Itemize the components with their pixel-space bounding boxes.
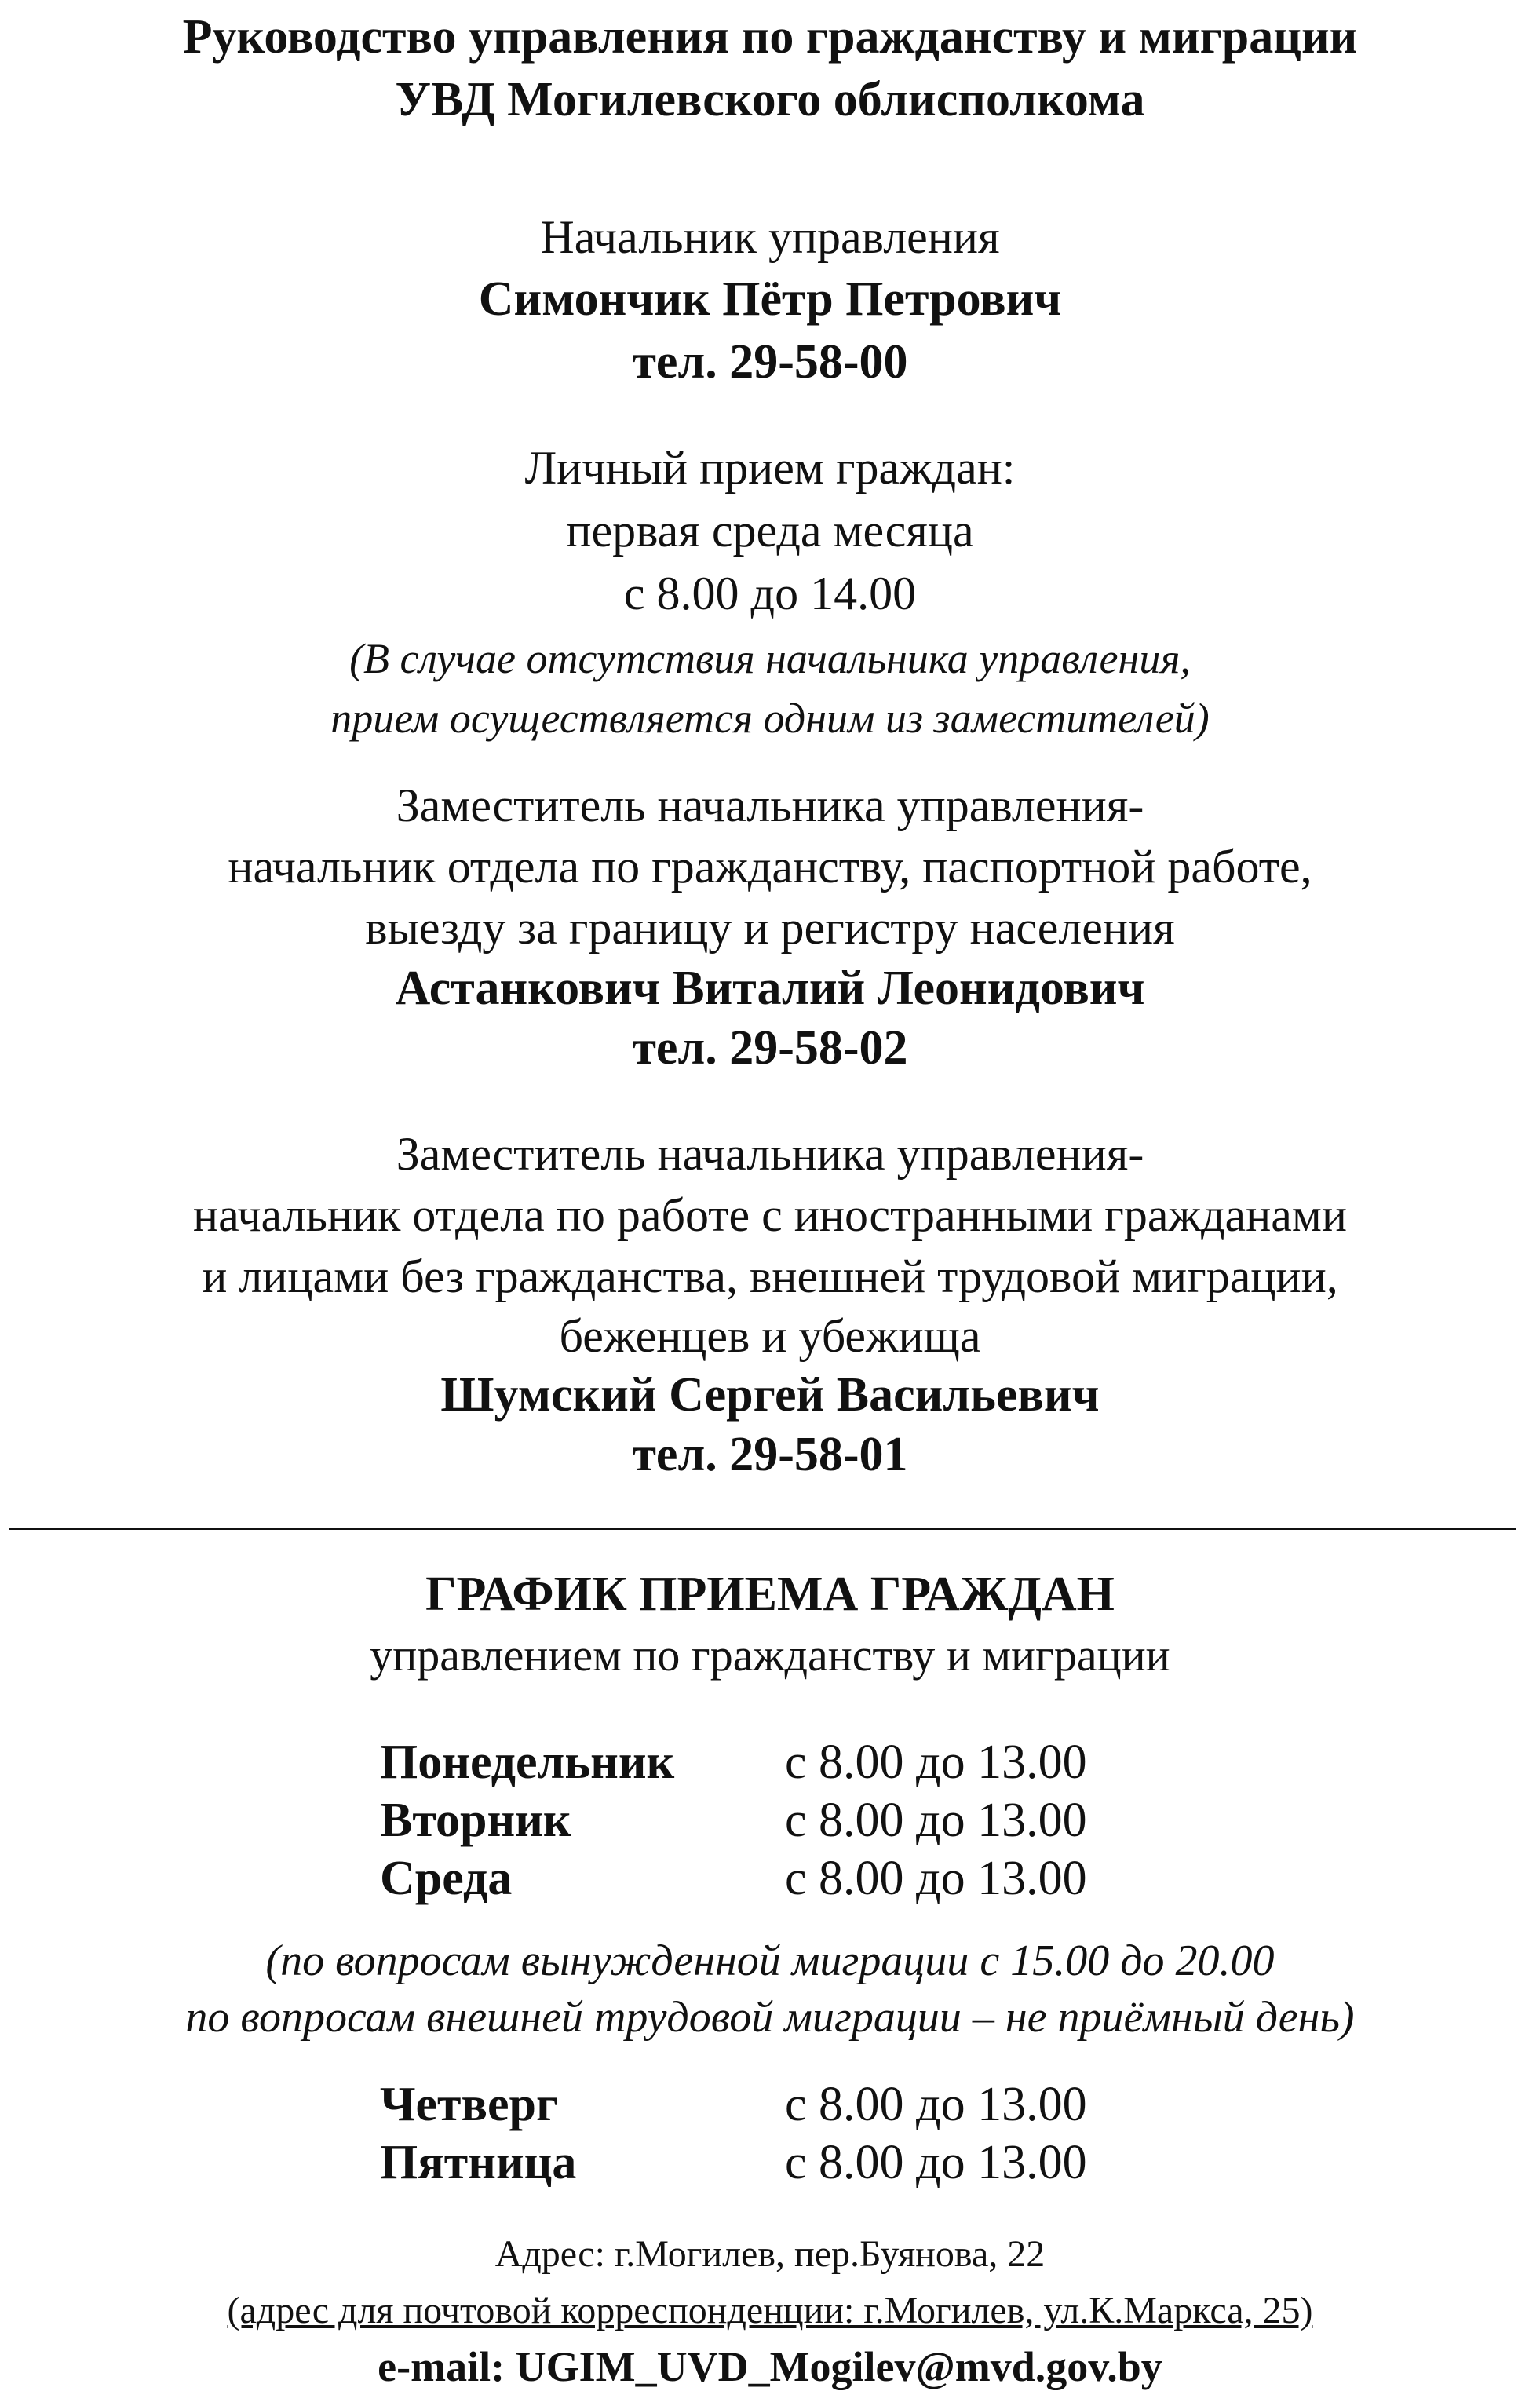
- schedule-row: [0, 1738, 1540, 1793]
- schedule-row: [0, 1796, 1540, 1851]
- schedule-row: [0, 1854, 1540, 1909]
- reception-note-line1: (В случае отсутствия начальника управления,: [349, 635, 1191, 682]
- reception-day: первая среда месяца: [566, 505, 974, 557]
- schedule-day: Среда: [380, 1852, 513, 1905]
- deputy2-role-line3: и лицами без гражданства, внешней трудовой миграции,: [202, 1250, 1338, 1302]
- reception-title: Личный прием граждан:: [524, 442, 1016, 494]
- contact-address: Адрес: г.Могилев, пер.Буянова, 22: [494, 2233, 1046, 2275]
- schedule-time: с 8.00 до 13.00: [785, 1794, 1087, 1847]
- schedule-time: с 8.00 до 13.00: [785, 2136, 1087, 2189]
- chief-role: Начальник управления: [540, 211, 1000, 263]
- contact-postal-address: (адрес для почтовой корреспонденции: г.Могилев, ул.К.Маркса, 25): [227, 2290, 1313, 2331]
- deputy2-role-line1: Заместитель начальника управления-: [396, 1128, 1144, 1180]
- deputy2-role-line2: начальник отдела по работе с иностранными гражданами: [193, 1189, 1347, 1241]
- schedule-day: Пятница: [380, 2136, 577, 2189]
- schedule-note-line1: (по вопросам вынужденной миграции с 15.00 до 20.00: [265, 1937, 1275, 1985]
- deputy2-name: Шумский Сергей Васильевич: [440, 1368, 1100, 1422]
- schedule-day: Четверг: [380, 2078, 559, 2131]
- deputy1-name: Астанкович Виталий Леонидович: [395, 962, 1145, 1015]
- deputy2-role-line4: беженцев и убежища: [559, 1310, 981, 1362]
- schedule-time: с 8.00 до 13.00: [785, 2078, 1087, 2131]
- deputy1-phone: тел. 29-58-02: [632, 1021, 908, 1075]
- header-title-line2: УВД Могилевского облисполкома: [395, 73, 1145, 126]
- schedule-row: [0, 2080, 1540, 2135]
- schedule-row: [0, 2138, 1540, 2193]
- deputy1-role-line2: начальник отдела по гражданству, паспортной работе,: [228, 841, 1312, 893]
- deputy1-role-line1: Заместитель начальника управления-: [396, 779, 1144, 831]
- schedule-subtitle: управлением по гражданству и миграции: [370, 1630, 1170, 1681]
- deputy2-phone: тел. 29-58-01: [632, 1428, 908, 1481]
- deputy1-role-line3: выезду за границу и регистру населения: [365, 902, 1175, 954]
- chief-name: Симончик Пётр Петрович: [478, 272, 1062, 326]
- schedule-day: Вторник: [380, 1794, 571, 1847]
- schedule-title: ГРАФИК ПРИЕМА ГРАЖДАН: [425, 1568, 1115, 1621]
- section-divider: [9, 1528, 1516, 1530]
- contact-email: e-mail: UGIM_UVD_Mogilev@mvd.gov.by: [378, 2343, 1162, 2390]
- schedule-time: с 8.00 до 13.00: [785, 1852, 1087, 1905]
- schedule-day: Понедельник: [380, 1736, 675, 1789]
- reception-note-line2: прием осуществляется одним из заместителей): [330, 695, 1210, 742]
- header-title-line1: Руководство управления по гражданству и миграции: [182, 10, 1358, 64]
- schedule-note-line2: по вопросам внешней трудовой миграции – не приёмный день): [185, 1993, 1355, 2042]
- chief-phone: тел. 29-58-00: [632, 335, 908, 389]
- schedule-time: с 8.00 до 13.00: [785, 1736, 1087, 1789]
- reception-hours: с 8.00 до 14.00: [623, 568, 917, 619]
